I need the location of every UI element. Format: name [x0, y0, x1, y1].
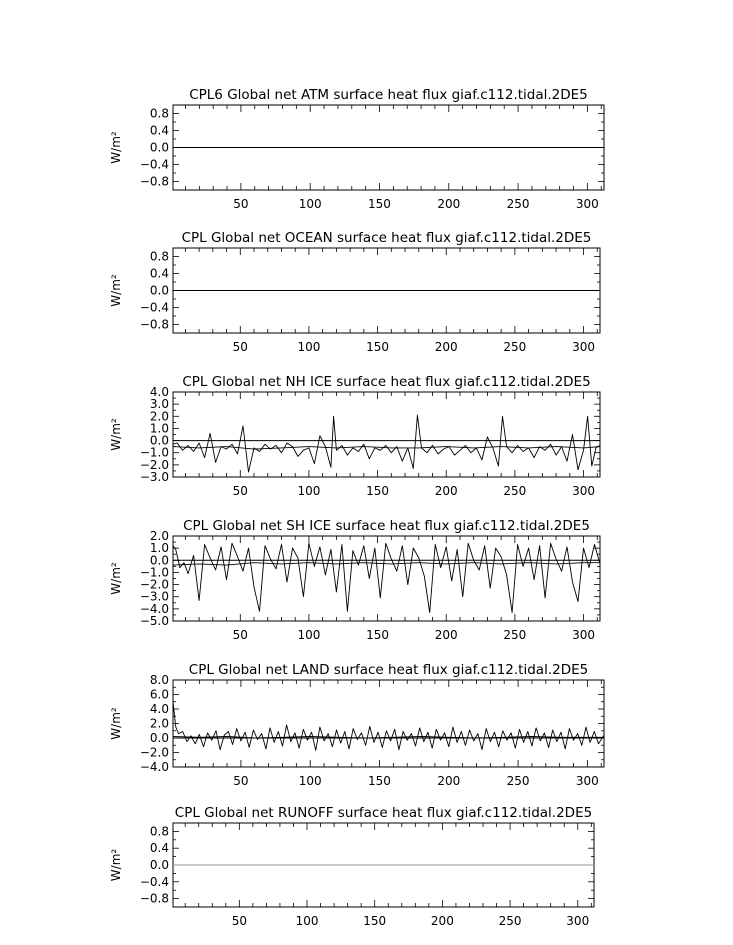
y-tick-label: −2.0 — [139, 457, 169, 472]
x-tick-label: 250 — [506, 774, 530, 788]
panel-title: CPL Global net RUNOFF surface heat flux giaf.c112.tidal.2DE5 — [174, 805, 593, 821]
y-tick-label: 6.0 — [149, 687, 169, 702]
y-tick-label: −3.0 — [139, 470, 169, 484]
y-tick-label: −0.4 — [139, 157, 169, 172]
y-tick-label: −0.8 — [139, 317, 169, 332]
y-tick-label: 0.8 — [149, 249, 169, 264]
x-tick-label: 100 — [297, 628, 321, 642]
panel-title: CPL Global net NH ICE surface heat flux giaf.c112.tidal.2DE5 — [182, 374, 591, 390]
x-tick-label: 150 — [366, 340, 390, 354]
y-tick-label: 4.0 — [149, 385, 169, 399]
series-line-1 — [173, 415, 600, 472]
x-tick-label: 250 — [503, 340, 527, 354]
series-line-1 — [173, 543, 600, 612]
y-tick-label: 2.0 — [149, 716, 169, 731]
x-tick-label: 50 — [233, 774, 249, 788]
x-tick-label: 300 — [575, 774, 599, 788]
y-tick-label: −0.4 — [139, 300, 169, 315]
x-tick-label: 250 — [506, 197, 530, 211]
x-tick-label: 250 — [503, 484, 527, 498]
x-tick-label: 300 — [575, 197, 599, 211]
plot-frame — [173, 536, 600, 621]
plot-frame — [173, 680, 604, 767]
x-tick-label: 50 — [233, 197, 249, 211]
y-tick-label: −2.0 — [139, 577, 169, 592]
panel-title: CPL Global net SH ICE surface heat flux giaf.c112.tidal.2DE5 — [183, 518, 590, 534]
x-tick-label: 100 — [295, 914, 319, 928]
y-tick-label: 2.0 — [149, 529, 169, 543]
x-tick-label: 150 — [368, 774, 391, 788]
x-tick-label: 250 — [498, 914, 522, 928]
y-tick-label: 8.0 — [149, 673, 169, 687]
panel-title: CPL Global net OCEAN surface heat flux giaf.c112.tidal.2DE5 — [181, 230, 592, 246]
panel-title: CPL Global net LAND surface heat flux giaf.c112.tidal.2DE5 — [188, 662, 589, 678]
y-axis-label: W/m² — [109, 707, 123, 740]
x-tick-label: 150 — [368, 197, 391, 211]
x-tick-label: 200 — [437, 774, 461, 788]
series-line-2 — [173, 563, 600, 565]
y-axis-label: W/m² — [109, 274, 123, 307]
x-tick-label: 50 — [232, 340, 248, 354]
y-tick-label: 1.0 — [149, 541, 169, 556]
y-axis-label: W/m² — [109, 848, 123, 882]
y-tick-label: −4.0 — [139, 601, 169, 616]
y-tick-label: 0.4 — [149, 841, 169, 856]
y-tick-label: −5.0 — [139, 614, 169, 628]
y-tick-label: −1.0 — [139, 565, 169, 580]
y-axis-label: W/m² — [109, 418, 123, 451]
x-tick-label: 100 — [298, 197, 322, 211]
y-tick-label: −2.0 — [139, 745, 169, 760]
x-tick-label: 100 — [297, 484, 321, 498]
x-tick-label: 300 — [572, 628, 595, 642]
y-tick-label: 0.0 — [149, 283, 169, 298]
y-tick-label: −1.0 — [139, 445, 169, 460]
y-tick-label: 0.0 — [149, 433, 169, 448]
x-tick-label: 200 — [430, 914, 454, 928]
y-tick-label: 4.0 — [149, 702, 169, 716]
x-tick-label: 200 — [434, 628, 458, 642]
y-tick-label: 0.4 — [149, 266, 169, 281]
chart-panel-2 — [109, 230, 600, 354]
y-tick-label: −0.4 — [139, 874, 169, 889]
x-tick-label: 150 — [363, 914, 387, 928]
y-tick-label: 1.0 — [149, 421, 169, 436]
chart-panel-5 — [109, 662, 604, 788]
chart-panel-1 — [109, 87, 604, 211]
y-axis-label: W/m² — [109, 562, 123, 595]
panel-title: CPL6 Global net ATM surface heat flux giaf.c112.tidal.2DE5 — [189, 87, 588, 103]
y-tick-label: 0.8 — [149, 106, 169, 121]
y-tick-label: 0.4 — [149, 123, 169, 138]
x-tick-label: 50 — [232, 628, 248, 642]
y-tick-label: −4.0 — [139, 760, 169, 774]
y-tick-label: 0.0 — [149, 140, 169, 155]
series-line-1 — [173, 702, 604, 751]
plot-frame — [173, 392, 600, 477]
y-axis-label: W/m² — [109, 131, 123, 164]
x-tick-label: 100 — [298, 774, 322, 788]
chart-panel-4 — [109, 518, 600, 642]
x-tick-label: 50 — [231, 914, 247, 928]
x-tick-label: 250 — [503, 628, 527, 642]
x-tick-label: 300 — [566, 914, 590, 928]
y-tick-label: −3.0 — [139, 589, 169, 604]
x-tick-label: 300 — [572, 340, 595, 354]
x-tick-label: 300 — [572, 484, 595, 498]
x-tick-label: 200 — [434, 340, 458, 354]
x-tick-label: 200 — [434, 484, 458, 498]
y-tick-label: 2.0 — [149, 409, 169, 424]
x-tick-label: 200 — [437, 197, 461, 211]
chart-panel-6 — [109, 805, 594, 928]
y-tick-label: −0.8 — [139, 174, 169, 189]
y-tick-label: 0.0 — [149, 731, 169, 745]
y-tick-label: 0.0 — [149, 553, 169, 568]
x-tick-label: 150 — [366, 628, 390, 642]
y-tick-label: 0.8 — [149, 824, 169, 839]
y-tick-label: −0.8 — [139, 891, 169, 906]
x-tick-label: 50 — [232, 484, 248, 498]
y-tick-label: 0.0 — [149, 858, 169, 872]
x-tick-label: 100 — [297, 340, 321, 354]
y-tick-label: 3.0 — [149, 397, 169, 412]
x-tick-label: 150 — [366, 484, 390, 498]
chart-panel-3 — [109, 374, 600, 498]
